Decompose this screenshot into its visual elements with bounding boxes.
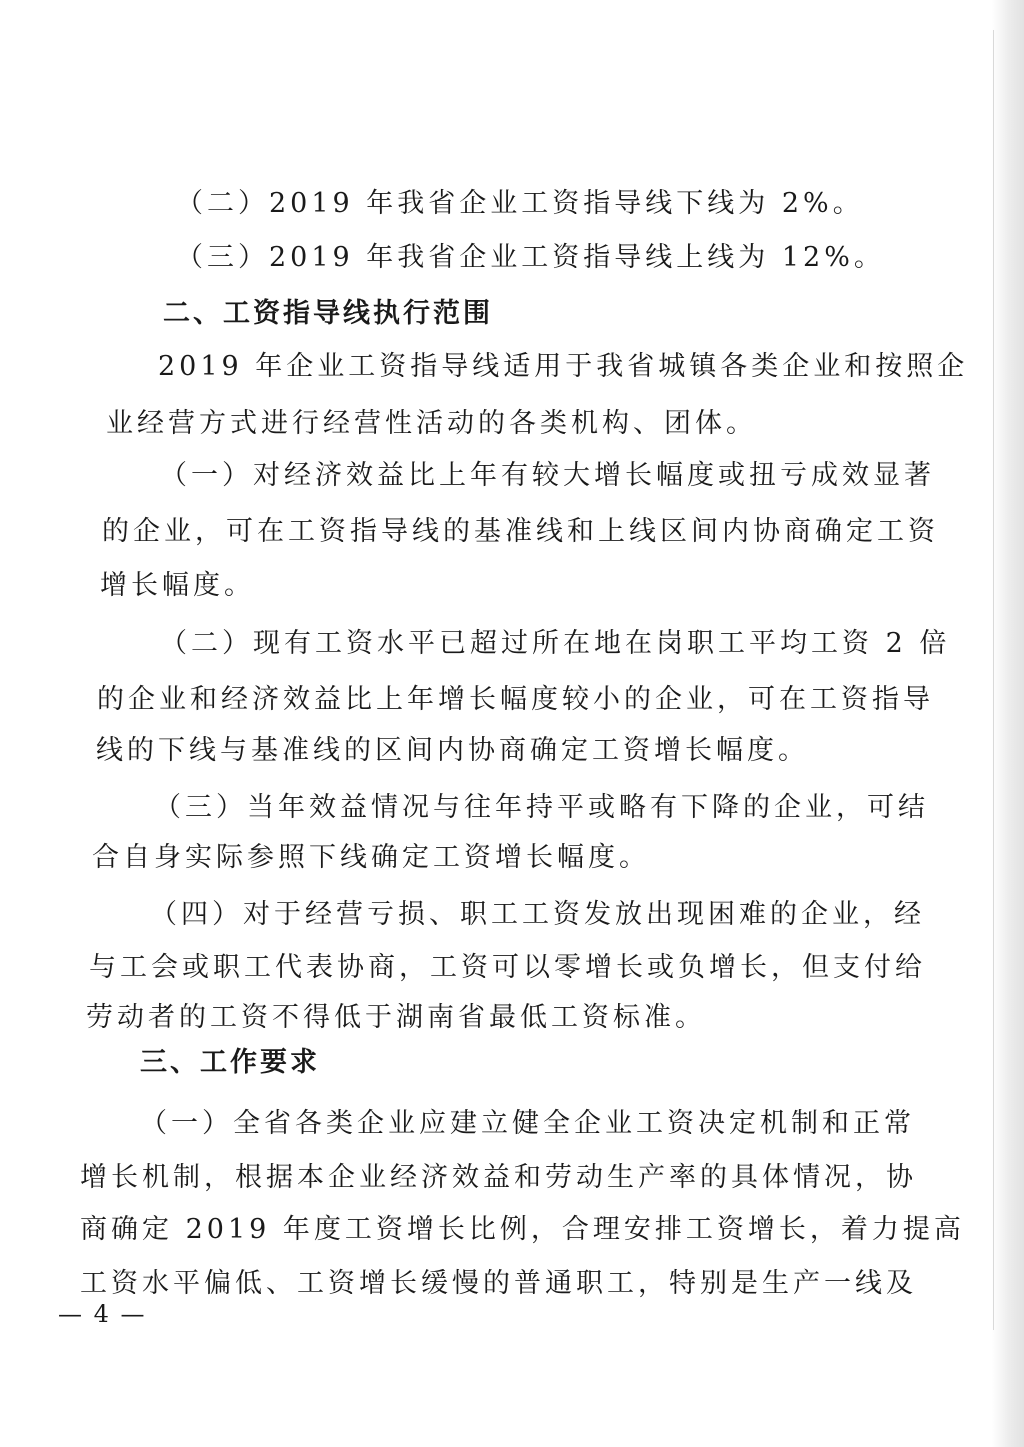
paragraph-line: 业经营方式进行经营性活动的各类机构、团体。 bbox=[106, 408, 757, 439]
scan-edge-shadow bbox=[992, 0, 1024, 1447]
paragraph-line: 与工会或职工代表协商，工资可以零增长或负增长，但支付给 bbox=[89, 952, 926, 983]
paragraph-line: 增长机制，根据本企业经济效益和劳动生产率的具体情况，协 bbox=[80, 1162, 917, 1193]
paragraph-line: 的企业，可在工资指导线的基准线和上线区间内协商确定工资 bbox=[102, 516, 939, 547]
paragraph-line: 增长幅度。 bbox=[100, 570, 255, 601]
paragraph-line: （三）2019 年我省企业工资指导线上线为 12%。 bbox=[176, 242, 885, 273]
section-heading: 二、工资指导线执行范围 bbox=[163, 298, 493, 329]
paragraph-line: （二）2019 年我省企业工资指导线下线为 2%。 bbox=[176, 188, 864, 219]
paragraph-line: （一）全省各类企业应建立健全企业工资决定机制和正常 bbox=[140, 1108, 915, 1139]
page-number: — 4 — bbox=[58, 1300, 147, 1328]
paragraph-line: 2019 年企业工资指导线适用于我省城镇各类企业和按照企 bbox=[158, 351, 969, 382]
paragraph-line: （二）现有工资水平已超过所在地在岗职工平均工资 2 倍 bbox=[160, 628, 951, 659]
paragraph-line: 劳动者的工资不得低于湖南省最低工资标准。 bbox=[86, 1002, 706, 1033]
paragraph-line: 工资水平偏低、工资增长缓慢的普通职工，特别是生产一线及 bbox=[80, 1268, 917, 1299]
paragraph-line: （四）对于经营亏损、职工工资发放出现困难的企业，经 bbox=[150, 899, 925, 930]
section-heading: 三、工作要求 bbox=[140, 1047, 320, 1078]
paragraph-line: 的企业和经济效益比上年增长幅度较小的企业，可在工资指导 bbox=[97, 684, 934, 715]
paragraph-line: 线的下线与基准线的区间内协商确定工资增长幅度。 bbox=[96, 735, 809, 766]
paragraph-line: 商确定 2019 年度工资增长比例，合理安排工资增长，着力提高 bbox=[80, 1214, 965, 1245]
paragraph-line: （一）对经济效益比上年有较大增长幅度或扭亏成效显著 bbox=[160, 460, 935, 491]
paragraph-line: 合自身实际参照下线确定工资增长幅度。 bbox=[92, 842, 650, 873]
scan-edge-line bbox=[993, 30, 994, 1330]
paragraph-line: （三）当年效益情况与往年持平或略有下降的企业，可结 bbox=[154, 792, 929, 823]
